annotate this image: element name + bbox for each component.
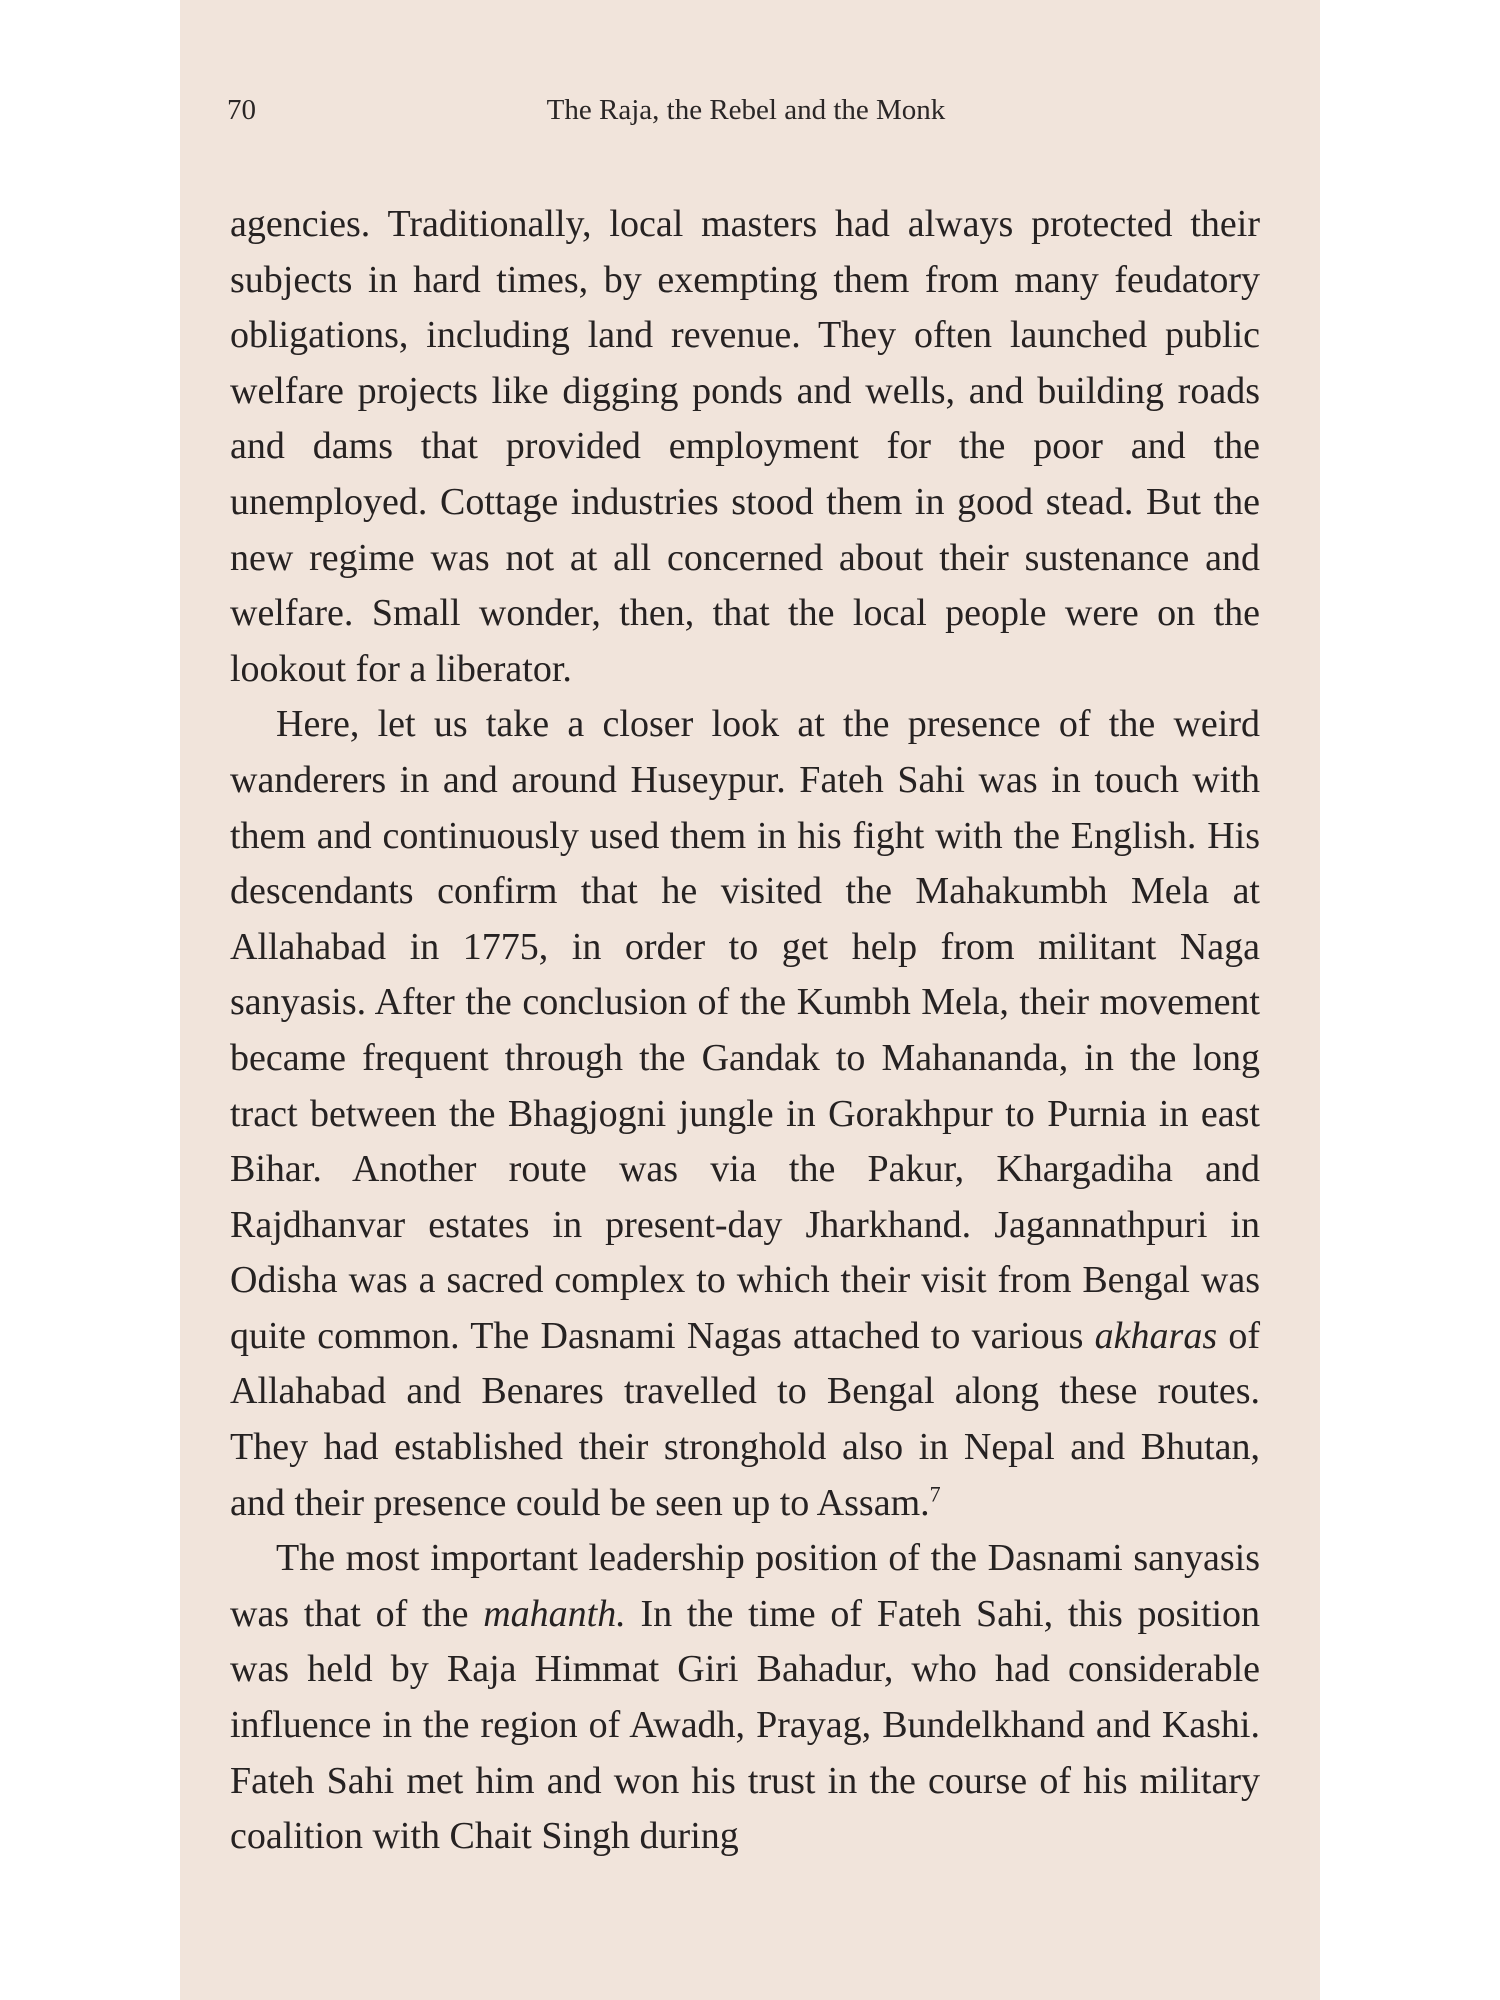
paragraph-1-text: agencies. Traditionally, local masters had always protected their subjects in hard times, by exempting them from many feudatory obligations, including land revenue. They often launched public welfare projects like digging ponds and wells, and building roads and dams that provided employment for the poor and the unemployed. Cottage industries stood them in good stead. But the new regime was not at all concerned about their sustenance and welfare. Small wonder, then, that the local people were on the lookout for a liberator. [230,203,1260,690]
paragraph-3 [230,1531,1260,1865]
italic-term-akharas: akharas [1094,1314,1218,1357]
footnote-reference: 7 [929,1481,941,1506]
book-page [180,0,1320,2000]
paragraph-2-text-b: of Allahabad and Benares travelled to Bengal along these routes. They had established their stronghold also in Nepal and Bhutan, and their presence could be seen up to Assam. [230,1314,1260,1524]
paragraph-2-text-a: Here, let us take a closer look at the presence of the weird wanderers in and around Huseypur. Fateh Sahi was in touch with them and continuously used them in his fight with the English. His descendants confirm that he visited the Mahakumbh Mela at Allahabad in 1775, in order to get help from militant Naga sanyasis. After the conclusion of the Kumbh Mela, their movement became frequent through the Gandak to Mahananda, in the long tract between the Bhagjogni jungle in Gorakhpur to Purnia in east Bihar. Another route was via the Pakur, Khargadiha and Rajdhanvar estates in present-day Jharkhand. Jagannathpuri in Odisha was a sacred complex to which their visit from Bengal was quite common. The Dasnami Nagas attached to various [230,703,1260,1357]
italic-term-mahanth: mahanth. [483,1592,626,1635]
paragraph-2 [230,697,1260,1531]
paragraph-3-text-a: The most important leadership position of the Dasnami sanyasis was that of the [230,1537,1260,1635]
paragraph-1 [230,197,1260,697]
paragraph-3-text-b: In the time of Fateh Sahi, this position was held by Raja Himmat Giri Bahadur, who had considerable influence in the region of Awadh, Prayag, Bundelkhand and Kashi. Fateh Sahi met him and won his trust in the course of his military coalition with Chait Singh during [230,1592,1260,1858]
page-number: 70 [227,94,256,126]
running-head [227,94,1265,134]
book-title: The Raja, the Rebel and the Monk [546,94,946,126]
body-text [230,197,1260,1865]
